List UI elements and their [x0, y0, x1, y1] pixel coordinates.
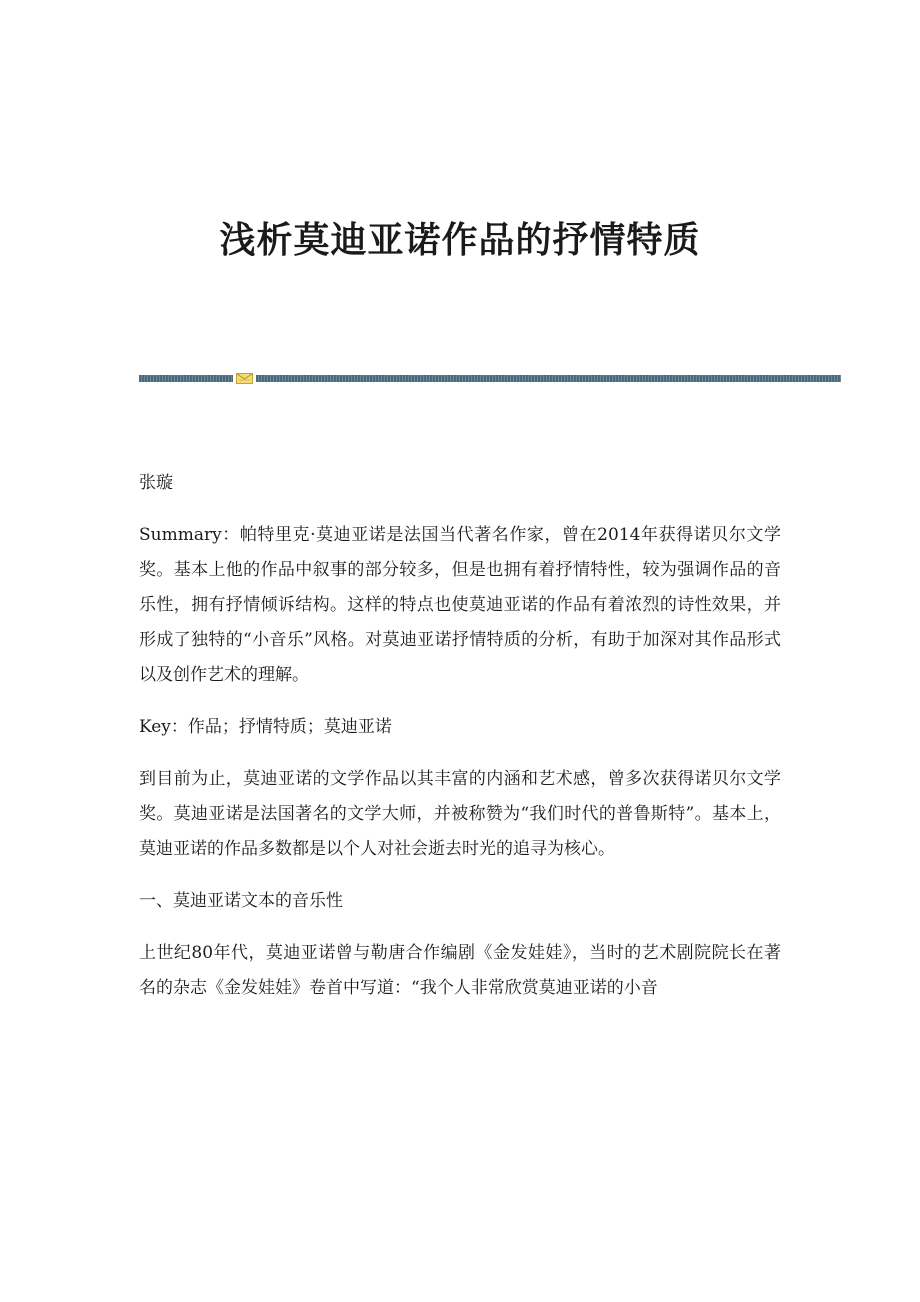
- document-title: 浅析莫迪亚诺作品的抒情特质: [219, 219, 701, 261]
- body-paragraph-2: 上世纪80年代，莫迪亚诺曾与勒唐合作编剧《金发娃娃》，当时的艺术剧院院长在著名的杂志《金发娃娃》卷首中写道：“我个人非常欣赏莫迪亚诺的小音: [139, 943, 781, 998]
- keywords-label: Key：: [139, 717, 188, 737]
- document-body: [139, 466, 781, 1006]
- keywords-text: 作品；抒情特质；莫迪亚诺: [187, 717, 392, 737]
- summary-text: 帕特里克·莫迪亚诺是法国当代著名作家，曾在2014年获得诺贝尔文学奖。基本上他的作品中叙事的部分较多，但是也拥有着抒情特性，较为强调作品的音乐性，拥有抒情倾诉结构。这样的特点也使莫迪亚诺的作品有着浓烈的诗性效果，并形成了独特的“小音乐”风格。对莫迪亚诺抒情特质的分析，有助于加深对其作品形式以及创作艺术的理解。: [139, 525, 781, 685]
- section-heading: 一、莫迪亚诺文本的音乐性: [139, 891, 343, 911]
- body-paragraph-1: 到目前为止，莫迪亚诺的文学作品以其丰富的内涵和艺术感，曾多次获得诺贝尔文学奖。莫迪亚诺是法国著名的文学大师，并被称赞为“我们时代的普鲁斯特”。基本上，莫迪亚诺的作品多数都是以个人对社会逝去时光的追寻为核心。: [139, 769, 781, 859]
- summary-paragraph: [139, 518, 781, 693]
- keywords-paragraph: [139, 710, 781, 745]
- summary-label: Summary：: [139, 525, 240, 545]
- title-divider: [139, 373, 841, 384]
- author-name: 张璇: [139, 473, 173, 493]
- divider-bar-left: [139, 375, 233, 382]
- divider-bar-right: [256, 375, 841, 382]
- envelope-icon: [236, 373, 253, 384]
